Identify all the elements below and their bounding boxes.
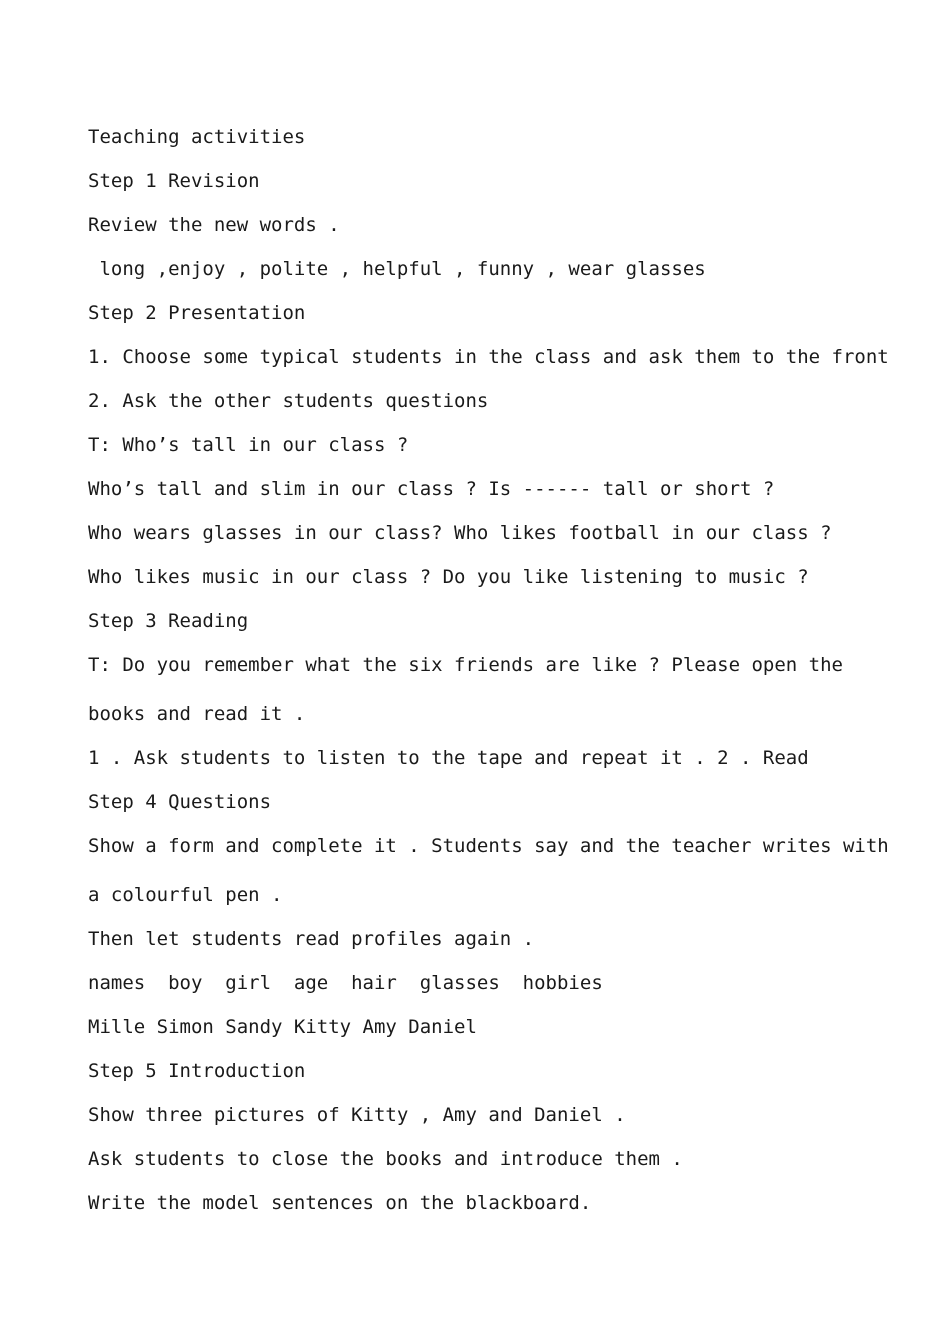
step-4-heading: Step 4 Questions [88, 791, 272, 813]
text-line: Who likes music in our class ? Do you like listening to music ? [88, 566, 809, 588]
text-line: Write the model sentences on the blackboard. [88, 1192, 592, 1214]
step-5-heading: Step 5 Introduction [88, 1060, 306, 1082]
heading-teaching-activities: Teaching activities [88, 126, 306, 148]
text-line: 2. Ask the other students questions [88, 390, 489, 412]
step-2-heading: Step 2 Presentation [88, 302, 306, 324]
student-names: Mille Simon Sandy Kitty Amy Daniel [88, 1016, 477, 1038]
text-line: Who’s tall and slim in our class ? Is ------ tall or short ? [88, 478, 775, 500]
text-line: 1. Choose some typical students in the class and ask them to the front [88, 346, 889, 368]
form-column-headers: names boy girl age hair glasses hobbies [88, 972, 603, 994]
text-line: Show a form and complete it . Students say and the teacher writes with [88, 835, 889, 857]
text-line: a colourful pen . [88, 884, 283, 906]
text-line: Ask students to close the books and introduce them . [88, 1148, 683, 1170]
text-line: Who wears glasses in our class? Who likes football in our class ? [88, 522, 832, 544]
text-line: books and read it . [88, 703, 306, 725]
step-1-heading: Step 1 Revision [88, 170, 260, 192]
step-3-heading: Step 3 Reading [88, 610, 249, 632]
text-line: Then let students read profiles again . [88, 928, 535, 950]
word-list: long ,enjoy , polite , helpful , funny , wear glasses [88, 258, 706, 280]
text-line: T: Who’s tall in our class ? [88, 434, 409, 456]
text-line: T: Do you remember what the six friends are like ? Please open the [88, 654, 843, 676]
text-line: 1 . Ask students to listen to the tape and repeat it . 2 . Read [88, 747, 809, 769]
text-line: Review the new words . [88, 214, 340, 236]
text-line: Show three pictures of Kitty , Amy and Daniel . [88, 1104, 626, 1126]
